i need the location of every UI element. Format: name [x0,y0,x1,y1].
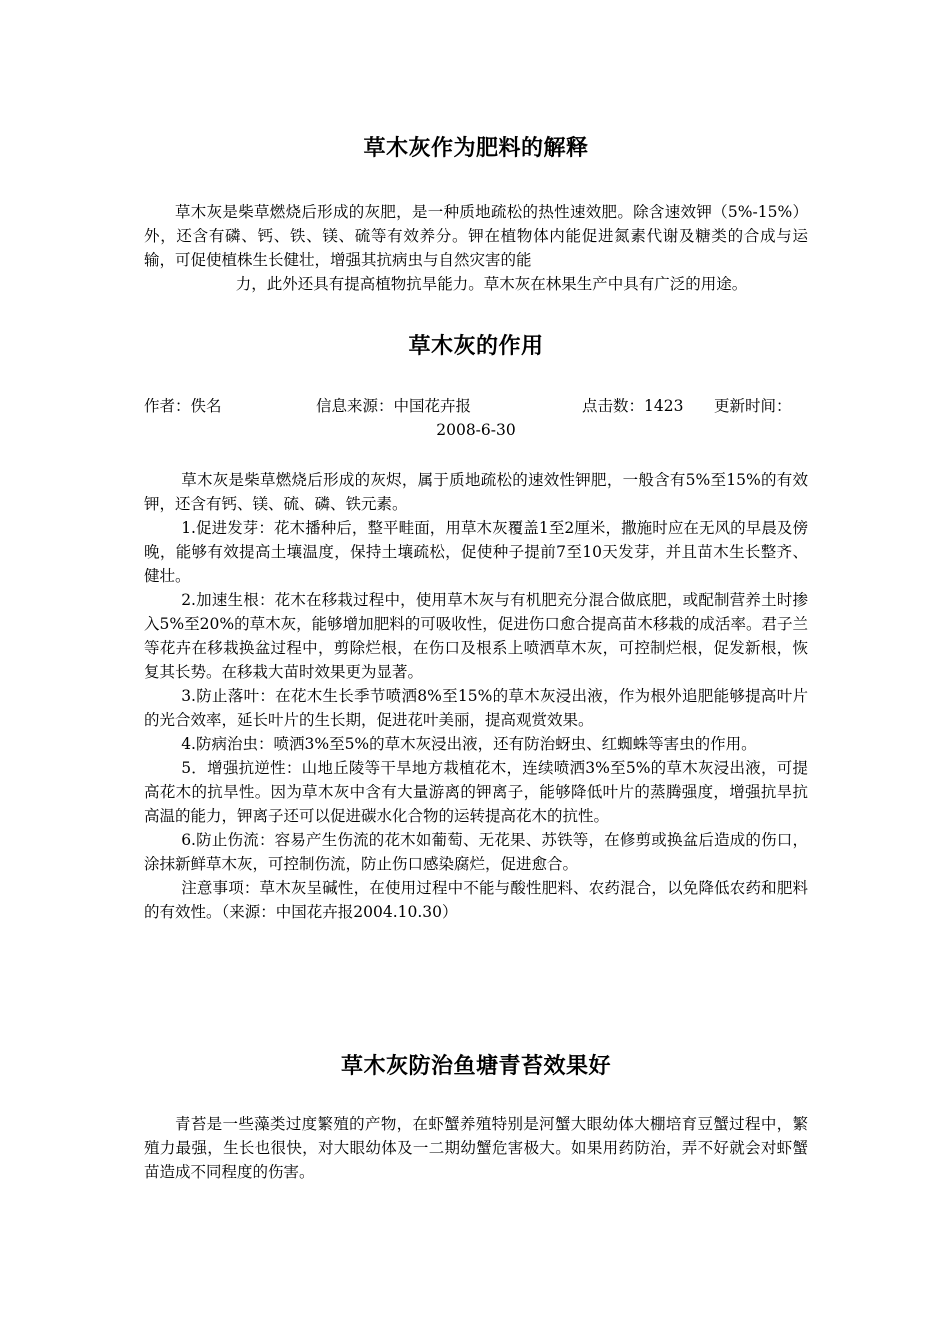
functions-intro-paragraph: 草木灰是柴草燃烧后形成的灰烬，属于质地疏松的速效性钾肥，一般含有5%至15%的有效钾，还含有钙、镁、硫、磷、铁元素。 [144,471,808,513]
function-item-germination: 1.促进发芽：花木播种后，整平畦面，用草木灰覆盖1至2厘米，撒施时应在无风的早晨及傍晚，能够有效提高土壤温度，保持土壤疏松，促使种子提前7至10天发芽，并且苗木生长整齐、健壮。 [144,519,808,585]
intro-paragraph-main: 草木灰是柴草燃烧后形成的灰肥，是一种质地疏松的热性速效肥。除含速效钾（5%-15%）外，还含有磷、钙、铁、镁、硫等有效养分。钾在植物体内能促进氮素代谢及糖类的合成与运输，可促使植株生长健壮，增强其抗病虫与自然灾害的能 [144,203,808,269]
article-source: 信息来源：中国花卉报 [316,397,472,415]
section-title-functions: 草木灰的作用 [408,334,544,359]
function-note-paragraph: 注意事项：草木灰呈碱性，在使用过程中不能与酸性肥料、农药混合，以免降低农药和肥料的有效性。（来源：中国花卉报2004.10.30） [144,879,808,921]
section-intro-paragraph [144,200,808,296]
function-item-rooting: 2.加速生根：花木在移栽过程中，使用草木灰与有机肥充分混合做底肥，或配制营养土时掺入5%至20%的草木灰，能够增加肥料的可吸收性，促进伤口愈合提高苗木移栽的成活率。君子兰等花卉在移栽换盆过程中，剪除烂根，在伤口及根系上喷洒草木灰，可控制烂根，促发新根，恢复其长势。在移栽大苗时效果更为显著。 [144,591,808,681]
article-update-date: 2008-6-30 [436,421,516,439]
function-item-bleeding: 6.防止伤流：容易产生伤流的花木如葡萄、无花果、苏铁等，在修剪或换盆后造成的伤口，涂抹新鲜草木灰，可控制伤流，防止伤口感染腐烂，促进愈合。 [144,831,808,873]
section-title-fertilizer-explanation: 草木灰作为肥料的解释 [363,136,589,161]
functions-body [144,468,808,924]
article-author: 作者：佚名 [144,397,222,415]
section-title-fishpond-algae: 草木灰防治鱼塘青苔效果好 [340,1054,611,1079]
article-update-label: 更新时间： [714,397,792,415]
function-item-stress-resistance: 5．增强抗逆性：山地丘陵等干旱地方栽植花木，连续喷洒3%至5%的草木灰浸出液，可提高花木的抗旱性。因为草木灰中含有大量游离的钾离子，能够降低叶片的蒸腾强度，增强抗旱抗高温的能力，钾离子还可以促进碳水化合物的运转提高花木的抗性。 [144,759,808,825]
article-click-count: 点击数：1423 [582,397,684,415]
fishpond-paragraph: 青苔是一些藻类过度繁殖的产物，在虾蟹养殖特别是河蟹大眼幼体大棚培育豆蟹过程中，繁殖力最强，生长也很快，对大眼幼体及一二期幼蟹危害极大。如果用药防治，弄不好就会对虾蟹苗造成不同程度的伤害。 [144,1115,808,1181]
intro-paragraph-last-line: 力，此外还具有提高植物抗旱能力。草木灰在林果生产中具有广泛的用途。 [235,275,748,293]
function-item-pest-control: 4.防病治虫：喷洒3%至5%的草木灰浸出液，还有防治蚜虫、红蜘蛛等害虫的作用。 [181,735,757,753]
article-meta-row [144,394,808,418]
function-item-leaf-drop: 3.防止落叶：在花木生长季节喷洒8%至15%的草木灰浸出液，作为根外追肥能够提高叶片的光合效率，延长叶片的生长期，促进花叶美丽，提高观赏效果。 [144,687,808,729]
article-meta [144,394,808,439]
